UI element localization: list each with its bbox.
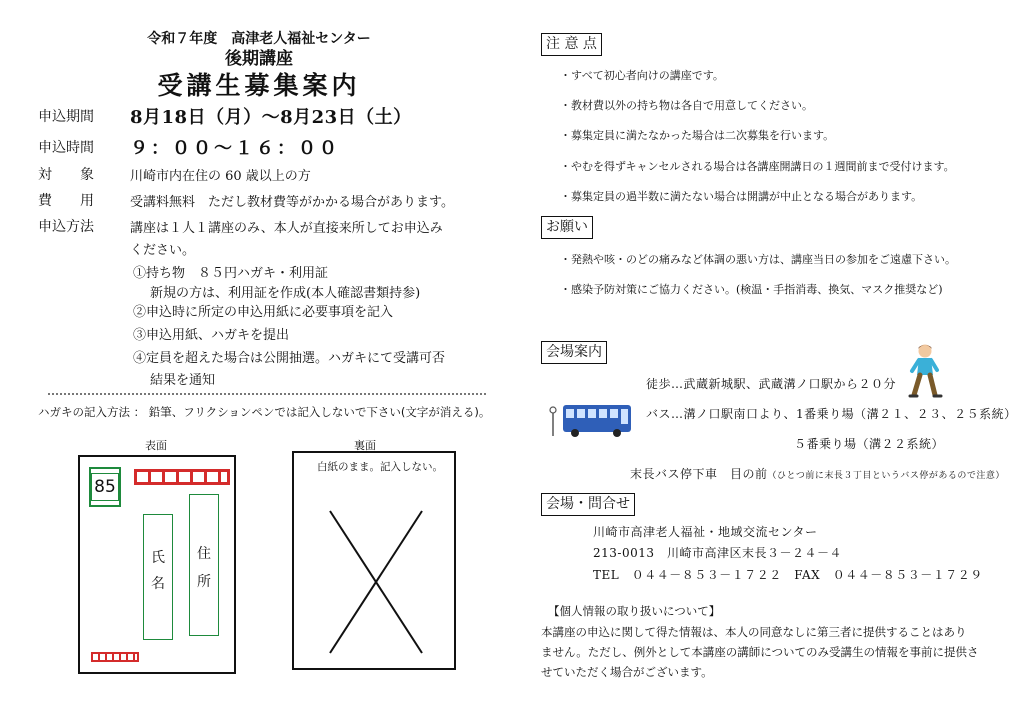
front-label: 表面 xyxy=(145,439,167,452)
contact-name: 川崎市高津老人福祉・地域交流センター xyxy=(593,525,818,539)
note-item: ・募集定員に満たなかった場合は二次募集を行います。 xyxy=(560,129,835,142)
venue-stop-note: （ひとつ前に末長３丁目というバス停があるので注意） xyxy=(767,471,1005,481)
notes-title: 注 意 点 xyxy=(541,33,602,56)
note-item: ・やむを得ずキャンセルされる場合は各講座開講日の１週間前まで受付けます。 xyxy=(560,160,955,173)
step-2: ②申込時に所定の申込用紙に必要事項を記入 xyxy=(133,305,394,320)
method-line-1: 講座は１人１講座のみ、本人が直接来所してお申込み xyxy=(130,221,443,236)
cross-mark-icon xyxy=(326,507,426,657)
time-label: 申込時間 xyxy=(38,140,94,156)
privacy-line-2: ません。ただし、例外として本講座の講師についてのみ受講生の情報を事前に提供さ xyxy=(541,645,979,659)
step-3: ③申込用紙、ハガキを提出 xyxy=(133,328,290,343)
target-value: 川崎市内在住の 60 歳以上の方 xyxy=(130,169,311,184)
period-label: 申込期間 xyxy=(38,109,94,125)
venue-bus-2: ５番乗り場（溝２２系統） xyxy=(794,437,945,451)
postcard-instructions: ハガキの記入方法 ： 鉛筆、フリクションペンでは記入しないで下さい(文字が消える)。 xyxy=(38,405,491,419)
address-label: 住所 xyxy=(197,546,211,590)
step-4-cont: 結果を通知 xyxy=(150,373,216,388)
header-title-term: 後期講座 xyxy=(225,49,293,69)
note-item: ・すべて初心者向けの講座です。 xyxy=(560,69,724,82)
request-item: ・感染予防対策にご協力ください。(検温・手指消毒、換気、マスク推奨など) xyxy=(560,283,943,296)
contact-address: 213-0013 川崎市高津区末長３－２４－４ xyxy=(593,546,842,560)
bus-icon xyxy=(549,402,633,438)
time-value: ９：００～１６：００ xyxy=(130,138,340,159)
request-item: ・発熱や咳・のどの痛みなど体調の悪い方は、講座当日の参加をご遠慮下さい。 xyxy=(560,253,956,266)
period-value: 8月18日（月）～8月23日（土） xyxy=(130,107,412,128)
cost-label: 費 用 xyxy=(38,193,94,209)
privacy-line-1: 本講座の申込に関して得た情報は、本人の同意なしに第三者に提供することはあり xyxy=(541,625,967,639)
step-1-note: 新規の方は、利用証を作成(本人確認書類持参) xyxy=(150,286,421,301)
step-1: ①持ち物 ８５円ハガキ・利用証 xyxy=(133,266,329,281)
name-label: 氏名 xyxy=(151,550,165,592)
method-line-2: ください。 xyxy=(130,243,196,258)
divider-dotted xyxy=(48,393,486,395)
venue-walk: 徒歩…武蔵新城駅、武蔵溝ノ口駅から２０分 xyxy=(646,377,897,391)
sender-postal-boxes xyxy=(91,652,139,662)
venue-title: 会場案内 xyxy=(541,341,607,364)
privacy-title: 【個人情報の取り扱いについて】 xyxy=(548,604,721,618)
header-title-year: 令和７年度 高津老人福祉センター xyxy=(147,31,371,47)
stamp-85: 85 xyxy=(89,467,121,507)
back-label: 裏面 xyxy=(354,439,376,452)
venue-bus-1: バス…溝ノ口駅南口より、1番乗り場（溝２１、２３、２５系統） xyxy=(646,407,1017,421)
page-title: 受講生募集案内 xyxy=(157,71,361,100)
note-item: ・教材費以外の持ち物は各自で用意してください。 xyxy=(560,99,813,112)
note-item: ・募集定員の過半数に満たない場合は開講が中止となる場合があります。 xyxy=(560,190,923,203)
back-note: 白紙のまま。記入しない。 xyxy=(317,461,443,473)
requests-title: お願い xyxy=(541,216,593,239)
walking-person-icon xyxy=(904,343,946,401)
venue-stop: 末長バス停下車 目の前（ひとつ前に末長３丁目というバス停があるので注意） xyxy=(630,467,1005,481)
step-4: ④定員を超えた場合は公開抽選。ハガキにて受講可否 xyxy=(133,351,446,366)
contact-title: 会場・問合せ xyxy=(541,493,635,516)
privacy-line-3: せていただく場合がございます。 xyxy=(541,665,713,679)
postal-code-boxes xyxy=(134,469,230,485)
contact-phone: TEL ０４４－８５３－１７２２ FAX ０４４－８５３－１７２９ xyxy=(593,568,983,582)
cost-value: 受講料無料 ただし教材費等がかかる場合があります。 xyxy=(130,195,454,210)
target-label: 対 象 xyxy=(38,167,94,183)
method-label: 申込方法 xyxy=(38,219,94,235)
